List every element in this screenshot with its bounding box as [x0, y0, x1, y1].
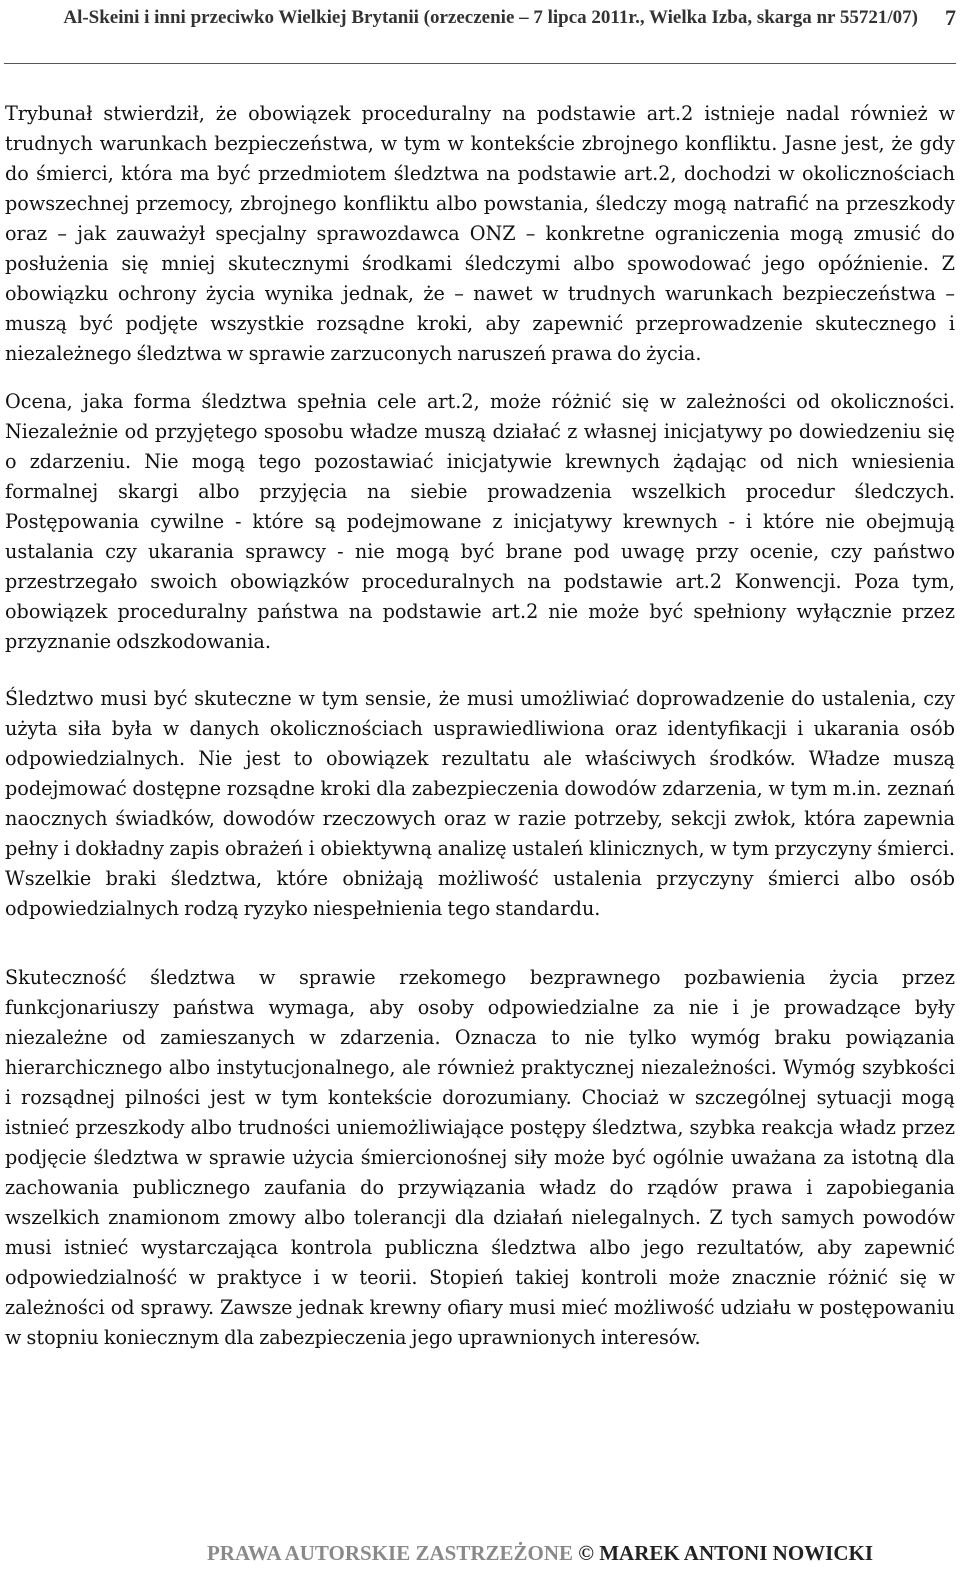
- page-number: 7: [945, 5, 956, 30]
- paragraph-independence: Skuteczność śledztwa w sprawie rzekomego bezprawnego pozbawienia życia przez funkcjonariuszy państwa wymaga, aby osoby odpowiedzialne za nie i je prowadzące były niezależne od zamieszanych w zdarzenia. Oznacza to nie tylko wymóg braku powiązania hierarchicznego albo instytucjonalnego, ale również praktycznej niezależności. Wymóg szybkości i rozsądnej pilności jest w tym kontekście dorozumiany. Chociaż w szczególnej sytuacji mogą istnieć przeszkody albo trudności uniemożliwiające postępy śledztwa, szybka reakcja władz przez podjęcie śledztwa w sprawie użycia śmiercionośnej siły może być ogólnie uważana za istotną dla zachowania publicznego zaufania do przywiązania władz do rządów prawa i zapobiegania wszelkich znamionom zmowy albo tolerancji dla działań nielegalnych. Z tych samych powodów musi istnieć wystarczająca kontrola publiczna śledztwa albo jego rezultatów, aby zapewnić odpowiedzialność w praktyce i w teorii. Stopień takiej kontroli może znacznie różnić się w zależności od sprawy. Zawsze jednak krewny ofiary musi mieć możliwość udziału w postępowaniu w stopniu koniecznym dla zabezpieczenia jego uprawnionych interesów.: [5, 966, 955, 1349]
- document-title: Al-Skeini i inni przeciwko Wielkiej Brytanii (orzeczenie – 7 lipca 2011r., Wielka Izba, skarga nr 55721/07): [63, 7, 918, 28]
- paragraph-investigation-effectiveness: Śledztwo musi być skuteczne w tym sensie, że musi umożliwiać doprowadzenie do ustalenia, czy użyta siła była w danych okolicznościach usprawiedliwiona oraz identyfikacji i ukarania osób odpowiedzialnych. Nie jest to obowiązek rezultatu ale właściwych środków. Władze muszą podejmować dostępne rozsądne kroki dla zabezpieczenia dowodów zdarzenia, w tym m.in. zeznań naocznych świadków, dowodów rzeczowych oraz w razie potrzeby, sekcji zwłok, która zapewnia pełny i dokładny zapis obrażeń i obiektywną analizę ustaleń klinicznych, w tym przyczyny śmierci. Wszelkie braki śledztwa, które obniżają możliwość ustalenia przyczyny śmierci albo osób odpowiedzialnych rodzą ryzyko niespełnienia tego standardu.: [5, 687, 955, 920]
- header-divider: [4, 63, 956, 64]
- page-header: [0, 5, 960, 55]
- paragraph-investigation-form: Ocena, jaka forma śledztwa spełnia cele art.2, może różnić się w zależności od okoliczności. Niezależnie od przyjętego sposobu władze muszą działać z własnej inicjatywy po dowiedzeniu się o zdarzeniu. Nie mogą tego pozostawiać inicjatywie krewnych żądając od nich wniesienia formalnej skargi albo przyjęcia na siebie prowadzenia wszelkich procedur śledczych. Postępowania cywilne - które są podejmowane z inicjatywy krewnych - i które nie obejmują ustalania czy ukarania sprawcy - nie mogą być brane pod uwagę przy ocenie, czy państwo przestrzegało swoich obowiązków proceduralnych na podstawie art.2 Konwencji. Poza tym, obowiązek proceduralny państwa na podstawie art.2 nie może być spełniony wyłącznie przez przyznanie odszkodowania.: [5, 390, 955, 653]
- copyright-notice: PRAWA AUTORSKIE ZASTRZEŻONE: [206, 1541, 574, 1565]
- copyright-author: © MAREK ANTONI NOWICKI: [578, 1541, 874, 1565]
- paragraph-procedural-obligation: Trybunał stwierdził, że obowiązek proceduralny na podstawie art.2 istnieje nadal również w trudnych warunkach bezpieczeństwa, w tym w kontekście zbrojnego konfliktu. Jasne jest, że gdy do śmierci, która ma być przedmiotem śledztwa na podstawie art.2, dochodzi w okolicznościach powszechnej przemocy, zbrojnego konfliktu albo powstania, śledczy mogą natrafić na przeszkody oraz – jak zauważył specjalny sprawozdawca ONZ – konkretne ograniczenia mogą zmusić do posłużenia się mniej skutecznymi środkami śledczymi albo spowodować jego opóźnienie. Z obowiązku ochrony życia wynika jednak, że – nawet w trudnych warunkach bezpieczeństwa – muszą być podjęte wszystkie rozsądne kroki, aby zapewnić przeprowadzenie skutecznego i niezależnego śledztwa w sprawie zarzuconych naruszeń prawa do życia.: [5, 102, 955, 365]
- copyright-footer: [0, 1539, 960, 1567]
- document-body: [5, 99, 955, 1353]
